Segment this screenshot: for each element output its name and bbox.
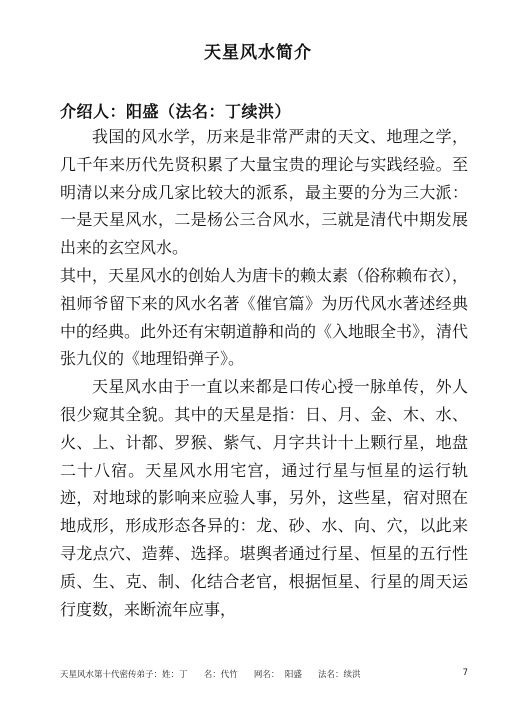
footer-text: 天星风水第十代密传弟子：姓：丁 名：代竹 网名： 阳盛 法名：续洪 [60,670,361,680]
paragraph-3: 天星风水由于一直以来都是口传心授一脉单传，外人很少窥其全貌。其中的天星是指：日、月、金、木、水、火、上、计都、罗猴、紫气、月字共计十上颗行星，地盘二十八宿。天星风水用宅宫，通过行星与恒星的运行轨迹，对地球的影响来应验人事，另外，这些星，宿对照在地成形，形成形态各异的：龙、砂、水、向、穴，以此来寻龙点穴、造葬、选择。堪舆者通过行星、恒星的五行性质、生、克、制、化结合老官，根据恒星、行星的周天运行度数，来断流年应事， [60,377,468,619]
body-text [60,123,468,623]
author-line: 介绍人：阳盛（法名：丁续洪） [60,102,292,121]
paragraph-1: 我国的风水学，历来是非常严肃的天文、地理之学，几千年来历代先贤积累了大量宝贵的理论与实践经验。至明清以来分成几家比较大的派系，最主要的分为三大派：一是天星风水，二是杨公三合风水，三就是清代中期发展出来的玄空风水。 [60,127,468,258]
page-number: 7 [462,668,468,678]
page-title: 天星风水简介 [204,43,312,63]
paragraph-2: 其中，天星风水的创始人为唐卡的赖太素（俗称赖布衣），祖师爷留下来的风水名著《催官篇》为历代风水著述经典中的经典。此外还有宋朝道静和尚的《入地眼全书》，清代张九仪的《地理铅弹子》。 [60,265,469,369]
